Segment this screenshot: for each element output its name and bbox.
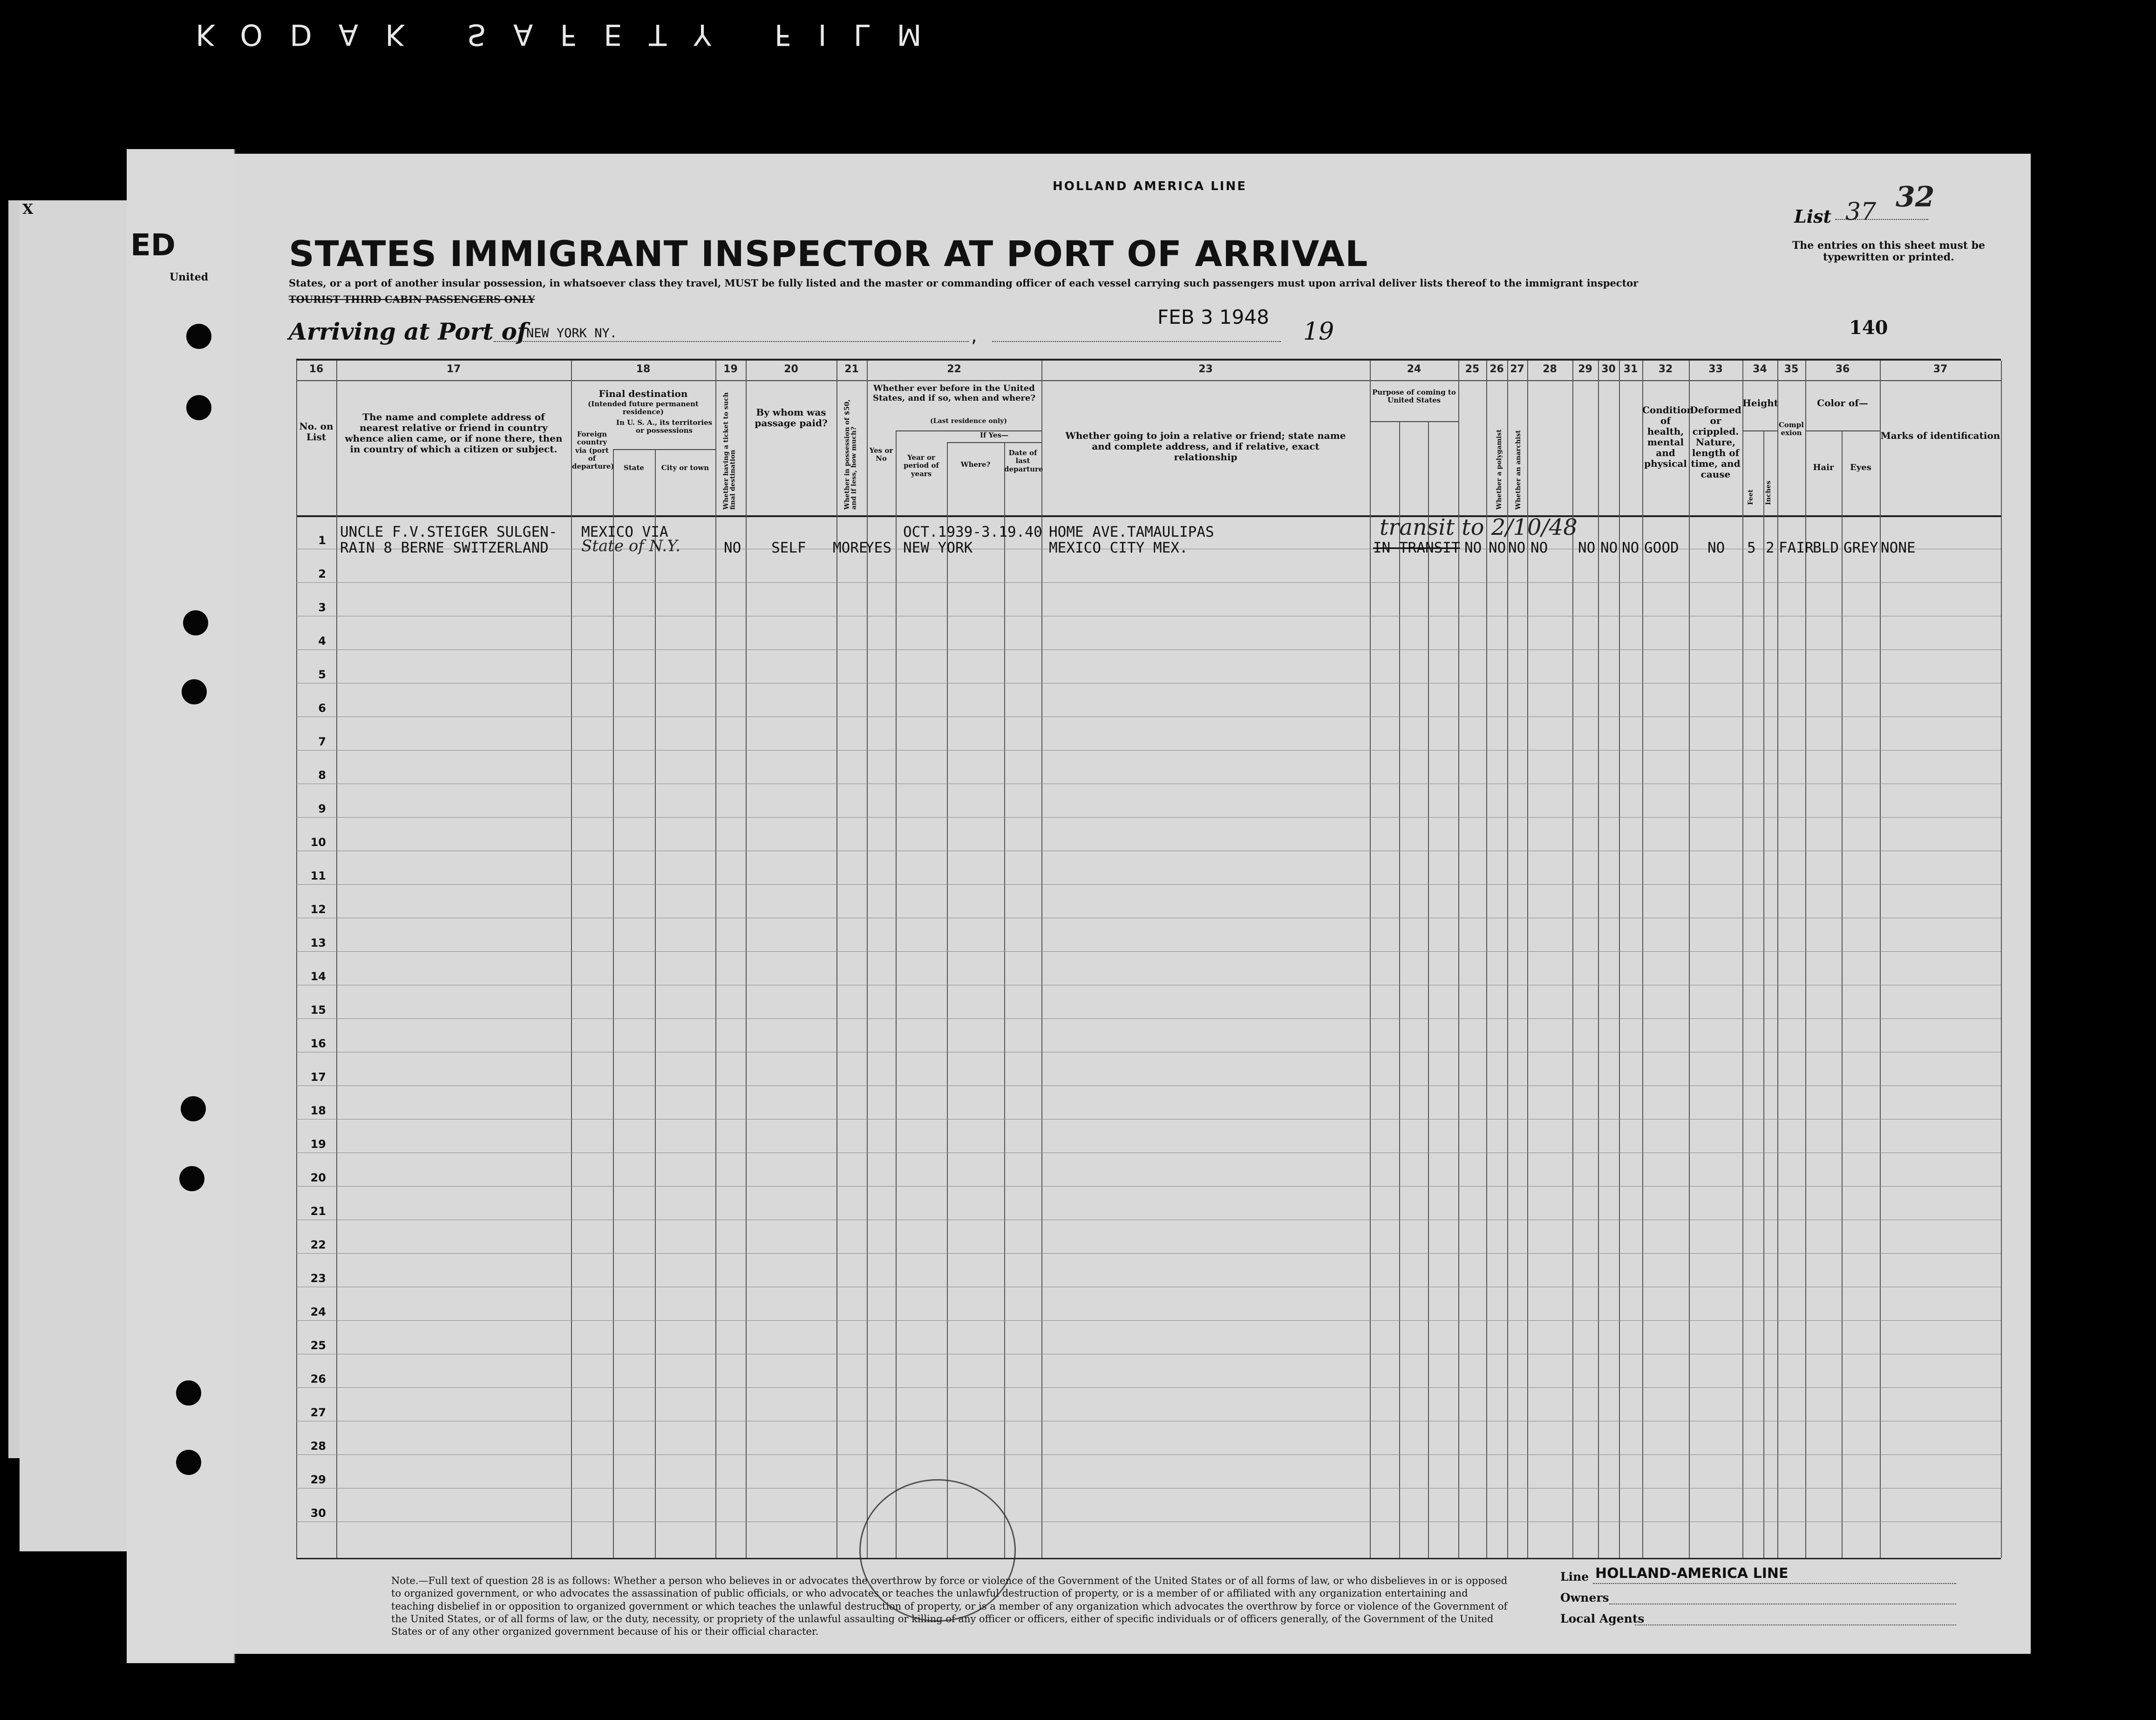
row-number: 28 <box>310 1440 326 1453</box>
column-header-joining: Whether going to join a relative or friend; state name and complete address, and if relative, exact relationship <box>1065 430 1346 463</box>
column-header-relative: The name and complete address of nearest relative or friend in country whence alien came, or if none there, then in country of which a citizen or subject. <box>345 411 563 455</box>
column-number: 23 <box>1198 363 1213 375</box>
row-number: 6 <box>318 702 326 715</box>
column-number: 29 <box>1578 363 1592 375</box>
column-number: 19 <box>723 363 738 375</box>
row-number: 14 <box>310 970 326 983</box>
row-line <box>296 1018 2001 1019</box>
period-value: OCT.1939-3.19.40 <box>903 524 1042 540</box>
column-subheader-destination: (Intended future permanent residence) <box>588 400 699 416</box>
date-line <box>992 341 1281 342</box>
paid-by-value: SELF <box>771 539 806 556</box>
column-subheader-state: State <box>624 464 644 472</box>
column-number: 25 <box>1465 363 1480 375</box>
footer-line-rule <box>1593 1583 1956 1584</box>
film-edge-text: KODAK SAFETY FILM <box>196 18 949 52</box>
row-line <box>296 1085 2001 1086</box>
column-subheader-hair: Hair <box>1813 463 1834 472</box>
column-subheader-yes-no: Yes or No <box>869 446 893 463</box>
col-line <box>296 361 297 1558</box>
ticket-value: NO <box>724 539 741 556</box>
health-value: GOOD <box>1644 539 1679 556</box>
row-line <box>296 1387 2001 1388</box>
column-subheader-last-residence: (Last residence only) <box>930 417 1007 425</box>
row-line <box>296 1320 2001 1321</box>
binder-hole <box>176 1380 201 1406</box>
column-subheader-usa: In U. S. A., its territories or possessions <box>616 418 713 435</box>
column-number: 17 <box>446 363 461 375</box>
column-header-money: Whether in possession of $50, and if less, how much? <box>843 399 858 510</box>
column-header-before-in-us: Whether ever before in the United States, and if so, when and where? <box>872 383 1036 403</box>
column-number: 33 <box>1708 363 1723 375</box>
page-title: STATES IMMIGRANT INSPECTOR AT PORT OF ARRIVAL <box>289 233 1368 274</box>
page-subtitle: States, or a port of another insular possession, in whatsoever class they travel, MUST be fully listed and the master or commanding officer of each vessel carrying such passengers must upon arrival deliver lists thereof to the immigrant inspector <box>289 277 1639 289</box>
row-number: 21 <box>310 1205 326 1218</box>
row-line <box>296 1186 2001 1187</box>
subheader-rule <box>1370 421 1458 422</box>
row-number: 13 <box>310 936 326 949</box>
column-number: 37 <box>1933 363 1948 375</box>
column-header-polygamist: Whether a polygamist <box>1496 429 1503 510</box>
deformed-value: NO <box>1707 539 1725 556</box>
adjacent-page-fragment: X <box>22 201 34 218</box>
port-line <box>494 341 969 342</box>
page-number: 140 <box>1849 317 1888 339</box>
row-number: 17 <box>310 1071 326 1084</box>
row-number: 15 <box>310 1003 326 1017</box>
arriving-label: Arriving at Port of <box>289 318 527 345</box>
column-header-ticket: Whether having a ticket to such final destination <box>722 392 737 510</box>
row-line <box>296 649 2001 650</box>
footer-line-label: Line <box>1560 1570 1589 1583</box>
col-line <box>1370 361 1371 1558</box>
column-header-deformed: Deformed or crippled. Nature, length of time, and cause <box>1690 404 1741 480</box>
adjacent-page <box>20 200 128 1551</box>
col27-value: NO <box>1508 539 1526 556</box>
column-header-color: Color of— <box>1817 397 1868 409</box>
column-number: 31 <box>1623 363 1638 375</box>
row-number: 18 <box>310 1104 326 1117</box>
height-inches-value: 2 <box>1766 539 1775 556</box>
relative-address-line-1: UNCLE F.V.STEIGER SULGEN- <box>340 524 558 540</box>
arrival-port: NEW YORK NY. <box>526 326 618 341</box>
binder-hole <box>186 324 211 349</box>
column-subheader-foreign-country: Foreign country via (port of departure) <box>572 430 614 471</box>
row-number: 3 <box>318 601 326 614</box>
money-value: MORE <box>833 539 868 556</box>
row-number: 27 <box>310 1406 326 1419</box>
binder-hole <box>186 395 211 420</box>
column-number: 18 <box>636 363 651 375</box>
column-number: 34 <box>1753 363 1767 375</box>
col-line <box>613 449 614 1558</box>
column-subheader-inches: Inches <box>1765 480 1772 505</box>
column-number: 22 <box>947 363 961 375</box>
manifest-table <box>296 359 2001 1559</box>
row-number: 10 <box>310 836 326 849</box>
joining-line-1: HOME AVE.TAMAULIPAS <box>1049 524 1214 540</box>
eyes-value: GREY <box>1843 539 1878 556</box>
footer-owners-label: Owners <box>1560 1591 1609 1604</box>
row-number: 29 <box>310 1473 326 1486</box>
list-number-typed: 37 <box>1845 198 1877 226</box>
col-line <box>1619 361 1620 1558</box>
film-edge <box>0 0 2156 149</box>
row-number: 12 <box>310 903 326 916</box>
column-number: 20 <box>784 363 798 375</box>
row-number: 20 <box>310 1171 326 1184</box>
row-number: 22 <box>310 1238 326 1251</box>
subheader-rule <box>613 449 715 450</box>
where-value: NEW YORK <box>903 539 973 556</box>
comma-mark: , <box>971 325 977 347</box>
height-feet-value: 5 <box>1747 539 1756 556</box>
column-header-marks: Marks of identification <box>1880 430 2000 441</box>
binder-hole <box>183 610 208 635</box>
footer-note: Note.—Full text of question 28 is as follows: Whether a person who believes in or advocates the overthrow by force or violence of the Government of the United States or of all forms of law, or who disbelieves in or is opposed to organized government, or who advocates the assassination of public officials, or who advocates or teaches the unlawful destruction of property, or is a member of or affiliated with any organization entertaining and teaching disbelief in or opposition to organized government or which teaches the unlawful destruction of property, or is a member of any organization which advocates the overthrow by force or violence of the Government of the United States, or of all forms of law, or the duty, necessity, or propriety of the unlawful assaulting or killing of any officer or officers, either of specific individuals or of officers generally, of the Government of the United States or of any other organized government because of his or their official character. <box>391 1575 1508 1638</box>
purpose-typed: IN TRANSIT <box>1373 539 1460 556</box>
col-line <box>947 442 948 1558</box>
row-number: 25 <box>310 1339 326 1352</box>
column-header-no: No. on List <box>299 421 333 443</box>
binder-hole <box>181 1096 206 1121</box>
adjacent-page-edge <box>8 200 20 1458</box>
row-line <box>296 582 2001 583</box>
column-header-height: Height <box>1742 397 1778 409</box>
col-line <box>715 361 716 1558</box>
row-line <box>296 750 2001 751</box>
row-number: 2 <box>318 567 326 580</box>
col31-value: NO <box>1622 539 1639 556</box>
row-number: 30 <box>310 1507 326 1520</box>
column-number: 36 <box>1835 363 1850 375</box>
column-header-health: Condition of health, mental and physical <box>1642 404 1694 469</box>
footer-line-value: HOLLAND-AMERICA LINE <box>1595 1565 1789 1582</box>
before-in-us-value: YES <box>865 539 891 556</box>
row-line <box>296 817 2001 818</box>
row-number: 23 <box>310 1272 326 1285</box>
footer-agents-rule <box>1635 1624 1956 1625</box>
column-number: 26 <box>1489 363 1504 375</box>
column-header-paid-by: By whom was passage paid? <box>755 407 828 429</box>
row-line <box>296 1454 2001 1455</box>
header-rule <box>296 515 2001 517</box>
col30-value: NO <box>1600 539 1618 556</box>
col-line <box>336 361 337 1558</box>
circular-stamp <box>859 1479 1016 1622</box>
column-subheader-date-departure: Date of last departure <box>1004 449 1043 473</box>
list-label: List <box>1794 206 1832 227</box>
column-number: 28 <box>1543 363 1557 375</box>
col-line <box>1742 361 1743 1558</box>
column-number: 35 <box>1784 363 1799 375</box>
shipping-line-header: HOLLAND AMERICA LINE <box>1053 179 1247 193</box>
binder-hole <box>176 1450 201 1475</box>
row-number: 1 <box>318 534 326 547</box>
row-number: 26 <box>310 1372 326 1386</box>
row-number: 8 <box>318 769 326 782</box>
subheader-rule <box>947 442 1041 443</box>
col-line <box>1642 361 1643 1558</box>
foreign-country-handwritten: State of N.Y. <box>581 537 680 555</box>
column-number: 21 <box>844 363 859 375</box>
manifest-sheet <box>233 154 2031 1654</box>
row-line <box>296 951 2001 952</box>
row-line <box>296 1253 2001 1254</box>
foreign-country-value: MEXICO VIA <box>581 524 668 540</box>
col-line <box>2001 361 2002 1558</box>
row-number: 16 <box>310 1037 326 1050</box>
column-subheader-if-yes: If Yes— <box>979 431 1009 439</box>
relative-address-line-2: RAIN 8 BERNE SWITZERLAND <box>340 539 549 556</box>
column-header-anarchist: Whether an anarchist <box>1515 430 1522 510</box>
arrival-date-stamp: FEB 3 1948 <box>1157 306 1269 328</box>
row-number: 7 <box>318 735 326 748</box>
column-subheader-feet: Feet <box>1747 489 1755 505</box>
column-number: 16 <box>309 363 324 375</box>
column-subheader-city: City or town <box>661 464 709 472</box>
column-subheader-eyes: Eyes <box>1850 463 1871 472</box>
subheader-rule <box>1805 430 1880 431</box>
entries-note: The entries on this sheet must be typewritten or printed. <box>1792 239 1986 264</box>
class-line: TOURIST THIRD CABIN PASSENGERS ONLY <box>289 293 535 305</box>
column-header-complexion: Complexion <box>1778 421 1804 437</box>
row-number: 9 <box>318 802 326 815</box>
column-number: 24 <box>1407 363 1421 375</box>
year-prefix: 19 <box>1303 318 1334 346</box>
stub-title-fragment: ED <box>130 228 176 263</box>
binder-hole <box>182 679 207 704</box>
stub-text-fragment: United <box>170 271 209 283</box>
footer-agents-label: Local Agents <box>1560 1612 1645 1625</box>
col-line <box>1842 430 1843 1558</box>
row-line <box>296 884 2001 885</box>
purpose-handwritten: transit to 2/10/48 <box>1380 514 1578 540</box>
col25-value: NO <box>1464 539 1482 556</box>
row-number: 19 <box>310 1138 326 1151</box>
column-subheader-period: Year or period of years <box>904 453 939 478</box>
row-number: 4 <box>318 635 326 648</box>
row-number: 24 <box>310 1305 326 1318</box>
complexion-value: FAIR <box>1779 539 1814 556</box>
col29-value: NO <box>1578 539 1596 556</box>
col26-value: NO <box>1489 539 1506 556</box>
column-number: 32 <box>1658 363 1673 375</box>
col-line <box>1004 442 1005 1558</box>
marks-value: NONE <box>1881 539 1916 556</box>
column-subheader-where: Where? <box>960 460 991 469</box>
column-number: 30 <box>1601 363 1616 375</box>
binder-hole <box>179 1166 204 1191</box>
col-line <box>1598 361 1599 1558</box>
col-line <box>571 361 572 1558</box>
col-line <box>655 449 656 1558</box>
column-number: 27 <box>1510 363 1524 375</box>
sheet-stub <box>127 149 235 1663</box>
subheader-rule <box>1742 430 1777 431</box>
col-line <box>1689 361 1690 1558</box>
hair-value: BLD <box>1813 539 1839 556</box>
row-number: 11 <box>310 869 326 882</box>
joining-line-2: MEXICO CITY MEX. <box>1049 539 1188 556</box>
list-number-handwritten: 32 <box>1896 181 1935 213</box>
row-number: 5 <box>318 668 326 681</box>
col28-value: NO <box>1530 539 1548 556</box>
col-line <box>1763 430 1764 1558</box>
col-line <box>1777 361 1778 1558</box>
column-number-rule <box>296 380 2001 381</box>
column-header-destination: Final destination <box>599 388 688 399</box>
col-line <box>746 361 747 1558</box>
col-line <box>896 430 897 1558</box>
column-header-purpose: Purpose of coming to United States <box>1372 388 1456 405</box>
